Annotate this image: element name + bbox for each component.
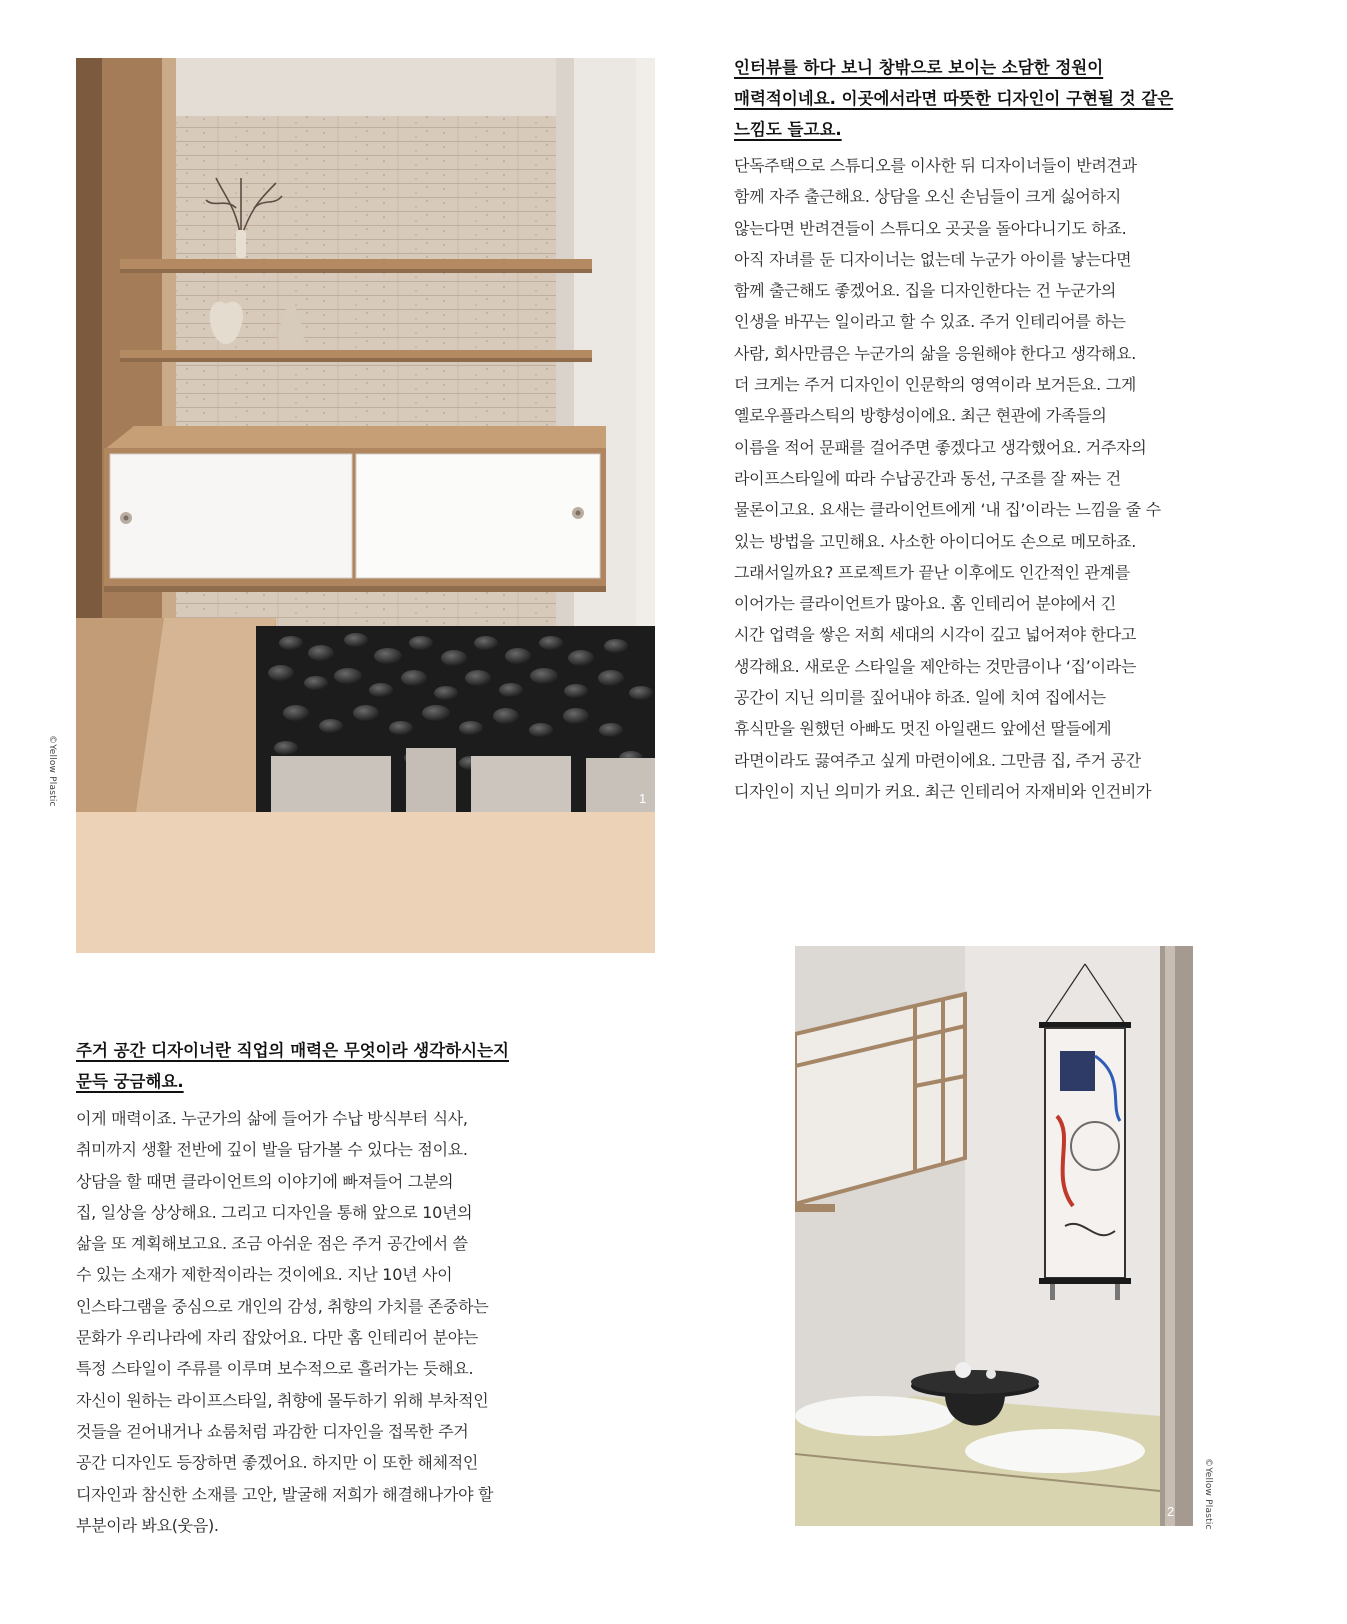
question-line: 인터뷰를 하다 보니 창밖으로 보이는 소담한 정원이 — [734, 58, 1104, 77]
answer-line: 공간 디자인도 등장하면 좋겠어요. 하지만 이 또한 해체적인 — [76, 1453, 479, 1473]
photo-1-illustration — [76, 58, 655, 812]
answer-line: 생각해요. 새로운 스타일을 제안하는 것만큼이나 ‘집’이라는 — [734, 656, 1137, 676]
question-line: 느낌도 들고요. — [734, 120, 842, 139]
photo-2-credit: ©Yellow Plastic — [1203, 1458, 1213, 1530]
answer-line: 인생을 바꾸는 일이라고 할 수 있죠. 주거 인테리어를 하는 — [734, 312, 1126, 332]
answer-line: 그래서일까요? 프로젝트가 끝난 이후에도 인간적인 관계를 — [734, 562, 1130, 582]
photo-1-credit: ©Yellow Plastic — [47, 735, 57, 807]
answer-line: 단독주택으로 스튜디오를 이사한 뒤 디자이너들이 반려견과 — [734, 156, 1137, 175]
answer-line: 수 있는 소재가 제한적이라는 것이에요. 지난 10년 사이 — [76, 1265, 453, 1285]
answer-line: 집, 일상을 상상해요. 그리고 디자인을 통해 앞으로 10년의 — [76, 1202, 473, 1222]
answer-line: 취미까지 생활 전반에 깊이 발을 담가볼 수 있다는 점이요. — [76, 1140, 468, 1160]
question-line: 문득 궁금해요. — [76, 1072, 184, 1091]
answer-line: 이게 매력이죠. 누군가의 삶에 들어가 수납 방식부터 식사, — [76, 1109, 468, 1128]
answer-line: 공간이 지닌 의미를 짚어내야 하죠. 일에 치여 집에서는 — [734, 688, 1106, 708]
photo-2-number: 2 — [1167, 1504, 1175, 1519]
answer-line: 있는 방법을 고민해요. 사소한 아이디어도 손으로 메모하죠. — [734, 531, 1137, 551]
answer-line: 것들을 걷어내거나 쇼룸처럼 과감한 디자인을 접목한 주거 — [76, 1421, 469, 1441]
answer-line: 휴식만을 원했던 아빠도 멋진 아일랜드 앞에선 딸들에게 — [734, 719, 1112, 739]
answer-line: 상담을 할 때면 클라이언트의 이야기에 빠져들어 그분의 — [76, 1171, 454, 1191]
answer-line: 라이프스타일에 따라 수납공간과 동선, 구조를 잘 짜는 건 — [734, 468, 1121, 488]
answer-line: 더 크게는 주거 디자인이 인문학의 영역이라 보거든요. 그게 — [734, 375, 1137, 395]
answer-line: 디자인과 참신한 소재를 고안, 발굴해 저희가 해결해나가야 할 — [76, 1484, 494, 1504]
answer-line: 삶을 또 계획해보고요. 조금 아쉬운 점은 주거 공간에서 쓸 — [76, 1234, 468, 1254]
answer-line: 사람, 회사만큼은 누군가의 삶을 응원해야 한다고 생각해요. — [734, 343, 1137, 363]
photo-1 — [76, 58, 655, 953]
answer-line: 아직 자녀를 둔 디자이너는 없는데 누군가 아이를 낳는다면 — [734, 249, 1132, 269]
photo-2-illustration — [795, 946, 1193, 1526]
answer-line: 함께 출근해도 좋겠어요. 집을 디자인한다는 건 누군가의 — [734, 281, 1117, 301]
answer-line: 디자인이 지닌 의미가 커요. 최근 인테리어 자재비와 인건비가 — [734, 781, 1152, 801]
photo-2 — [795, 946, 1193, 1526]
answer-line: 않는다면 반려견들이 스튜디오 곳곳을 돌아다니기도 하죠. — [734, 218, 1127, 238]
photo-1-number: 1 — [639, 791, 647, 806]
answer-line: 인스타그램을 중심으로 개인의 감성, 취향의 가치를 존중하는 — [76, 1296, 489, 1316]
answer-line: 이어가는 클라이언트가 많아요. 홈 인테리어 분야에서 긴 — [734, 594, 1117, 614]
answer-line: 문화가 우리나라에 자리 잡았어요. 다만 홈 인테리어 분야는 — [76, 1328, 479, 1348]
answer-line: 시간 업력을 쌓은 저희 세대의 시각이 깊고 넓어져야 한다고 — [734, 625, 1137, 645]
answer-line: 부분이라 봐요(웃음). — [76, 1515, 219, 1535]
answer-line: 라면이라도 끓여주고 싶게 마련이에요. 그만큼 집, 주거 공간 — [734, 750, 1141, 770]
answer-line: 옐로우플라스틱의 방향성이에요. 최근 현관에 가족들의 — [734, 406, 1107, 426]
section-2-answer — [76, 1103, 576, 1541]
section-2-question — [76, 1035, 576, 1097]
answer-line: 이름을 적어 문패를 걸어주면 좋겠다고 생각했어요. 거주자의 — [734, 437, 1147, 457]
question-line: 매력적이네요. 이곳에서라면 따뜻한 디자인이 구현될 것 같은 — [734, 89, 1174, 108]
answer-line: 함께 자주 출근해요. 상담을 오신 손님들이 크게 싫어하지 — [734, 187, 1121, 207]
answer-line: 물론이고요. 요새는 클라이언트에게 ‘내 집’이라는 느낌을 줄 수 — [734, 500, 1161, 520]
section-1-answer — [734, 150, 1204, 807]
section-1-question — [734, 52, 1204, 145]
section-2 — [76, 1035, 576, 1541]
answer-line: 자신이 원하는 라이프스타일, 취향에 몰두하기 위해 부차적인 — [76, 1390, 489, 1410]
answer-line: 특정 스타일이 주류를 이루며 보수적으로 흘러가는 듯해요. — [76, 1359, 474, 1379]
question-line: 주거 공간 디자이너란 직업의 매력은 무엇이라 생각하시는지 — [76, 1041, 509, 1060]
section-1 — [734, 52, 1204, 807]
